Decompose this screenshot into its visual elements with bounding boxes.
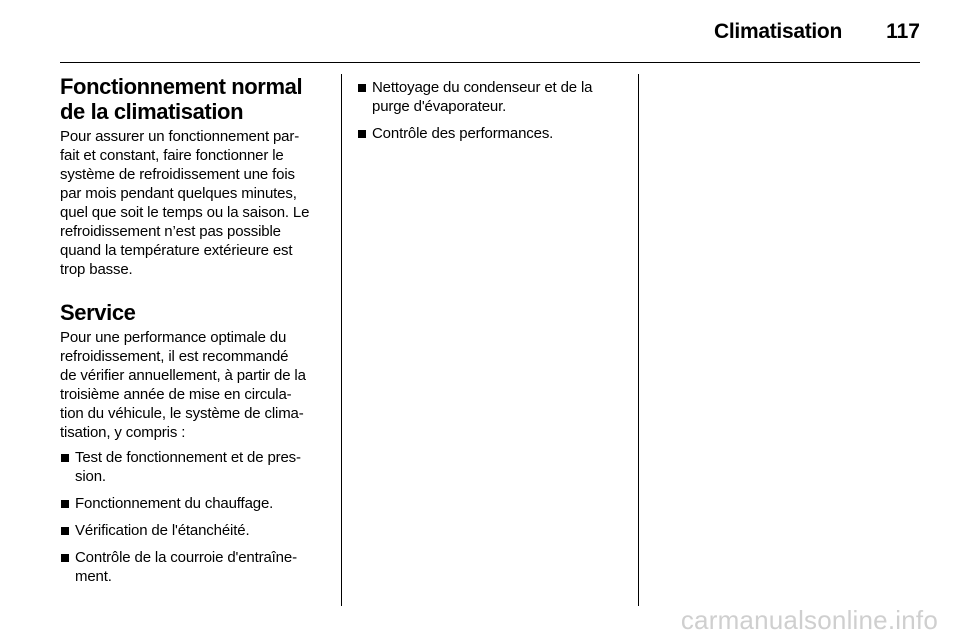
text-line: par mois pendant quelques minutes,: [60, 185, 297, 202]
section-heading-service: Service: [60, 300, 136, 325]
text-line: système de refroidissement une fois: [60, 166, 295, 183]
square-bullet-icon: [61, 527, 69, 535]
service-checklist-continued: [357, 78, 625, 143]
list-item: [357, 78, 625, 116]
list-item-text: purge d'évaporateur.: [372, 98, 507, 115]
list-item-text: Test de fonctionnement et de pres-: [75, 449, 301, 466]
chapter-title: Climatisation: [714, 20, 842, 43]
list-item-text: Contrôle des performances.: [372, 125, 554, 142]
list-item-text: Nettoyage du condenseur et de la: [372, 79, 593, 96]
square-bullet-icon: [61, 554, 69, 562]
square-bullet-icon: [358, 130, 366, 138]
list-item-text: Fonctionnement du chauffage.: [75, 495, 274, 512]
text-line: troisième année de mise en circula-: [60, 386, 292, 403]
text-line: de vérifier annuellement, à partir de la: [60, 367, 306, 384]
service-paragraph: [60, 328, 328, 442]
list-item-text: ment.: [75, 568, 112, 585]
column-divider-left: [341, 74, 342, 606]
page-number: 117: [886, 20, 920, 43]
list-item: [60, 494, 328, 513]
list-item: [60, 521, 328, 540]
list-item-text: sion.: [75, 468, 106, 485]
list-item-text: Vérification de l'étanchéité.: [75, 522, 250, 539]
normal-operation-paragraph: [60, 127, 328, 279]
square-bullet-icon: [61, 500, 69, 508]
text-line: quand la température extérieure est: [60, 242, 293, 259]
text-line: Pour assurer un fonctionnement par-: [60, 128, 300, 145]
list-item: [60, 548, 328, 586]
text-line: Pour une performance optimale du: [60, 329, 287, 346]
page-header: [60, 0, 920, 63]
text-line: fait et constant, faire fonctionner le: [60, 147, 284, 164]
list-item-text: Contrôle de la courroie d'entraîne-: [75, 549, 297, 566]
column-divider-right: [638, 74, 639, 606]
list-item: [60, 448, 328, 486]
section-heading-normal-operation: Fonctionnement normal de la climatisation: [60, 74, 303, 124]
text-line: tion du véhicule, le système de clima-: [60, 405, 304, 422]
text-line: refroidissement n’est pas possible: [60, 223, 281, 240]
text-line: tisation, y compris :: [60, 424, 186, 441]
text-line: quel que soit le temps ou la saison. Le: [60, 204, 310, 221]
list-item: [357, 124, 625, 143]
square-bullet-icon: [61, 454, 69, 462]
watermark: carmanualsonline.info: [680, 605, 938, 635]
service-checklist: [60, 448, 328, 586]
left-column: [60, 74, 328, 594]
square-bullet-icon: [358, 84, 366, 92]
text-line: trop basse.: [60, 261, 133, 278]
text-line: refroidissement, il est recommandé: [60, 348, 289, 365]
middle-column: [357, 78, 625, 151]
